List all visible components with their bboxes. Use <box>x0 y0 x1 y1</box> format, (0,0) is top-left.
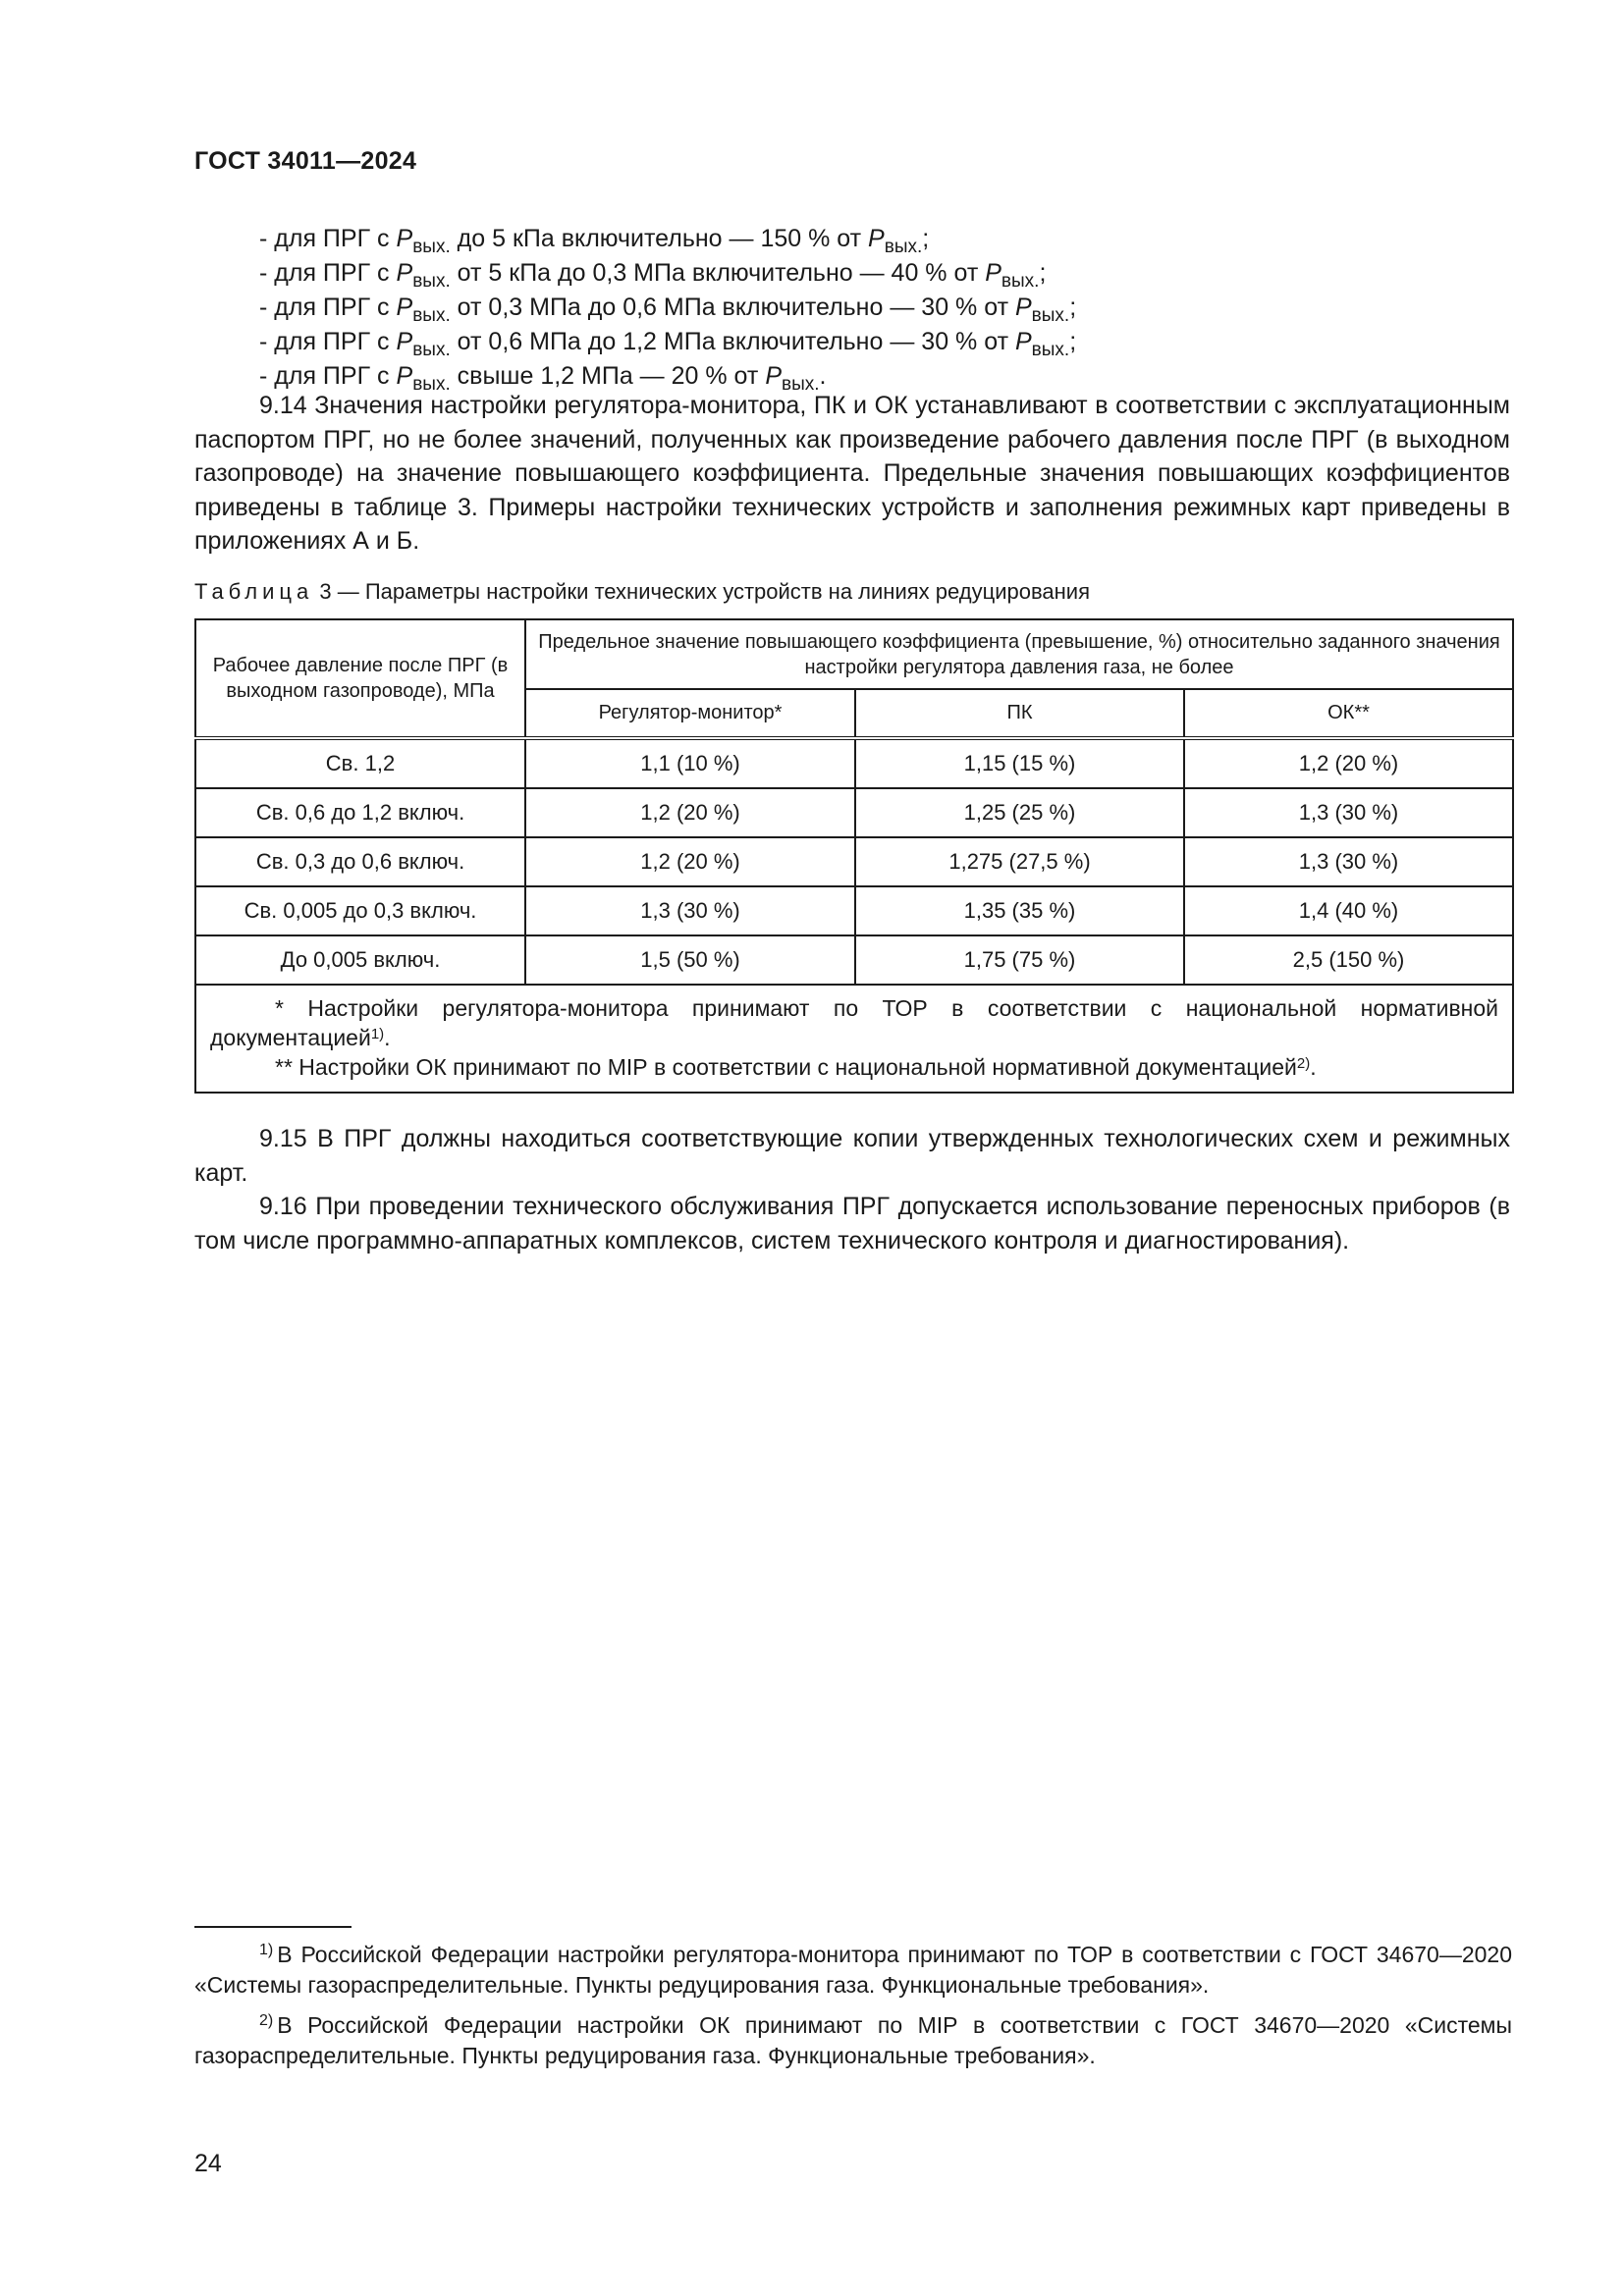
table-note-end: . <box>384 1025 391 1050</box>
list-item-text: свыше 1,2 МПа — 20 % от <box>450 362 766 390</box>
pressure-symbol: P <box>1014 294 1032 321</box>
table-note <box>210 993 1498 1052</box>
table-cell: 2,5 (150 %) <box>1184 935 1513 985</box>
list-item-text: от 5 кПа до 0,3 МПа включительно — 40 % от <box>450 259 986 287</box>
table-row <box>195 935 1513 985</box>
footnote-divider <box>194 1926 352 1928</box>
pressure-subscript: вых. <box>1031 305 1070 326</box>
table-cell: Св. 0,6 до 1,2 включ. <box>195 788 525 837</box>
table-notes <box>195 985 1513 1093</box>
list-item-text: - для ПРГ с <box>259 259 397 287</box>
page-header-title: ГОСТ 34011—2024 <box>194 147 417 175</box>
pressure-symbol: P <box>868 225 885 252</box>
header-regulator-monitor: Регулятор-монитор* <box>525 689 855 738</box>
list-item <box>194 325 1510 359</box>
list-item <box>194 256 1510 291</box>
table-cell: 1,3 (30 %) <box>1184 788 1513 837</box>
table-row <box>195 738 1513 788</box>
table-cell: 1,75 (75 %) <box>855 935 1184 985</box>
footnote <box>194 2010 1512 2071</box>
page-number: 24 <box>194 2150 222 2177</box>
pressure-subscript: вых. <box>782 374 820 395</box>
table-cell: 1,25 (25 %) <box>855 788 1184 837</box>
pressure-subscript: вых. <box>412 271 451 292</box>
footnote-number: 2) <box>259 2012 274 2029</box>
pressure-subscript: вых. <box>412 305 451 326</box>
pressure-subscript: вых. <box>1031 340 1070 360</box>
footnote-text: В Российской Федерации настройки ОК принимают по МIР в соответствии с ГОСТ 34670—2020 «Системы газораспределительные. Пункты редуцирования газа. Функциональные требования». <box>194 2012 1512 2068</box>
footnotes <box>194 1940 1512 2081</box>
list-item-end: . <box>819 362 827 390</box>
table-cell: 1,3 (30 %) <box>1184 837 1513 886</box>
paragraph-9-16: 9.16 При проведении технического обслуживания ПРГ допускается использование переносных приборов (в том числе программно-аппаратных комплексов, систем технического контроля и диагностирования). <box>194 1193 1510 1255</box>
table-cell: 1,2 (20 %) <box>1184 738 1513 788</box>
pressure-subscript: вых. <box>412 237 451 257</box>
list-item-text: - для ПРГ с <box>259 362 397 390</box>
list-item-text: до 5 кПа включительно — 150 % от <box>450 225 869 252</box>
table-note <box>210 1052 1498 1082</box>
list-item-text: - для ПРГ с <box>259 294 397 321</box>
list-item-text: - для ПРГ с <box>259 225 397 252</box>
paragraph-9-14: 9.14 Значения настройки регулятора-монитора, ПК и ОК устанавливают в соответствии с эксплуатационным паспортом ПРГ, но не более значений, полученных как произведение рабочего давления после ПРГ (в выходном газопроводе) на значение повышающего коэффициента. Предельные значения повышающих коэффициентов приведены в таблице 3. Примеры настройки технических устройств и заполнения режимных карт приведены в приложениях А и Б. <box>194 392 1510 555</box>
header-coefficient-group: Предельное значение повышающего коэффициента (превышение, %) относительно заданного значения настройки регулятора давления газа, не более <box>525 619 1513 689</box>
pressure-symbol: P <box>985 259 1001 287</box>
pressure-subscript: вых. <box>1001 271 1040 292</box>
table-cell: 1,15 (15 %) <box>855 738 1184 788</box>
table-row <box>195 837 1513 886</box>
pressure-symbol: P <box>396 362 413 390</box>
pressure-limits-list <box>194 222 1510 394</box>
list-item <box>194 222 1510 256</box>
footnote-number: 1) <box>259 1942 274 1958</box>
footnote-text: В Российской Федерации настройки регулятора-монитора принимают по ТОР в соответствии с ГОСТ 34670—2020 «Системы газораспределительные. Пункты редуцирования газа. Функциональные требования». <box>194 1942 1512 1998</box>
table-cell: 1,2 (20 %) <box>525 788 855 837</box>
table-cell: До 0,005 включ. <box>195 935 525 985</box>
table-cell: 1,5 (50 %) <box>525 935 855 985</box>
list-item-end: ; <box>922 225 930 252</box>
pressure-symbol: P <box>396 294 413 321</box>
footnote-ref: 1) <box>370 1026 385 1042</box>
table-cell: Св. 0,3 до 0,6 включ. <box>195 837 525 886</box>
list-item-text: - для ПРГ с <box>259 328 397 355</box>
table-cell: Св. 1,2 <box>195 738 525 788</box>
pressure-symbol: P <box>396 225 413 252</box>
table-cell: 1,275 (27,5 %) <box>855 837 1184 886</box>
list-item-end: ; <box>1069 328 1077 355</box>
header-pk: ПК <box>855 689 1184 738</box>
pressure-symbol: P <box>396 259 413 287</box>
pressure-subscript: вых. <box>884 237 923 257</box>
table-note-text: ** Настройки ОК принимают по МIР в соответствии с национальной нормативной документацией <box>275 1054 1297 1080</box>
table-cell: 1,1 (10 %) <box>525 738 855 788</box>
table-caption-text: 3 — Параметры настройки технических устройств на линиях редуцирования <box>313 579 1090 604</box>
pressure-symbol: P <box>765 362 782 390</box>
table-caption <box>194 579 1090 605</box>
pressure-subscript: вых. <box>412 374 451 395</box>
table-cell: 1,35 (35 %) <box>855 886 1184 935</box>
list-item <box>194 291 1510 325</box>
header-ok: ОК** <box>1184 689 1513 738</box>
table-note-end: . <box>1310 1054 1317 1080</box>
table-note-text: * Настройки регулятора-монитора принимают по ТОР в соответствии с национальной нормативной документацией <box>210 995 1499 1050</box>
header-pressure: Рабочее давление после ПРГ (в выходном газопроводе), МПа <box>195 619 525 738</box>
footnote <box>194 1940 1512 2001</box>
pressure-symbol: P <box>396 328 413 355</box>
settings-table <box>194 618 1514 1094</box>
pressure-subscript: вых. <box>412 340 451 360</box>
paragraph-9-15: 9.15 В ПРГ должны находиться соответствующие копии утвержденных технологических схем и режимных карт. <box>194 1125 1510 1187</box>
list-item-text: от 0,6 МПа до 1,2 МПа включительно — 30 % от <box>450 328 1015 355</box>
table-row <box>195 788 1513 837</box>
list-item-text: от 0,3 МПа до 0,6 МПа включительно — 30 % от <box>450 294 1015 321</box>
table-cell: 1,4 (40 %) <box>1184 886 1513 935</box>
table-cell: 1,2 (20 %) <box>525 837 855 886</box>
footnote-ref: 2) <box>1296 1055 1311 1072</box>
table-cell: 1,3 (30 %) <box>525 886 855 935</box>
table-notes-row <box>195 985 1513 1093</box>
table-caption-label: Таблица <box>194 579 314 604</box>
table-row <box>195 886 1513 935</box>
list-item-end: ; <box>1069 294 1077 321</box>
pressure-symbol: P <box>1014 328 1032 355</box>
table-cell: Св. 0,005 до 0,3 включ. <box>195 886 525 935</box>
list-item-end: ; <box>1039 259 1047 287</box>
